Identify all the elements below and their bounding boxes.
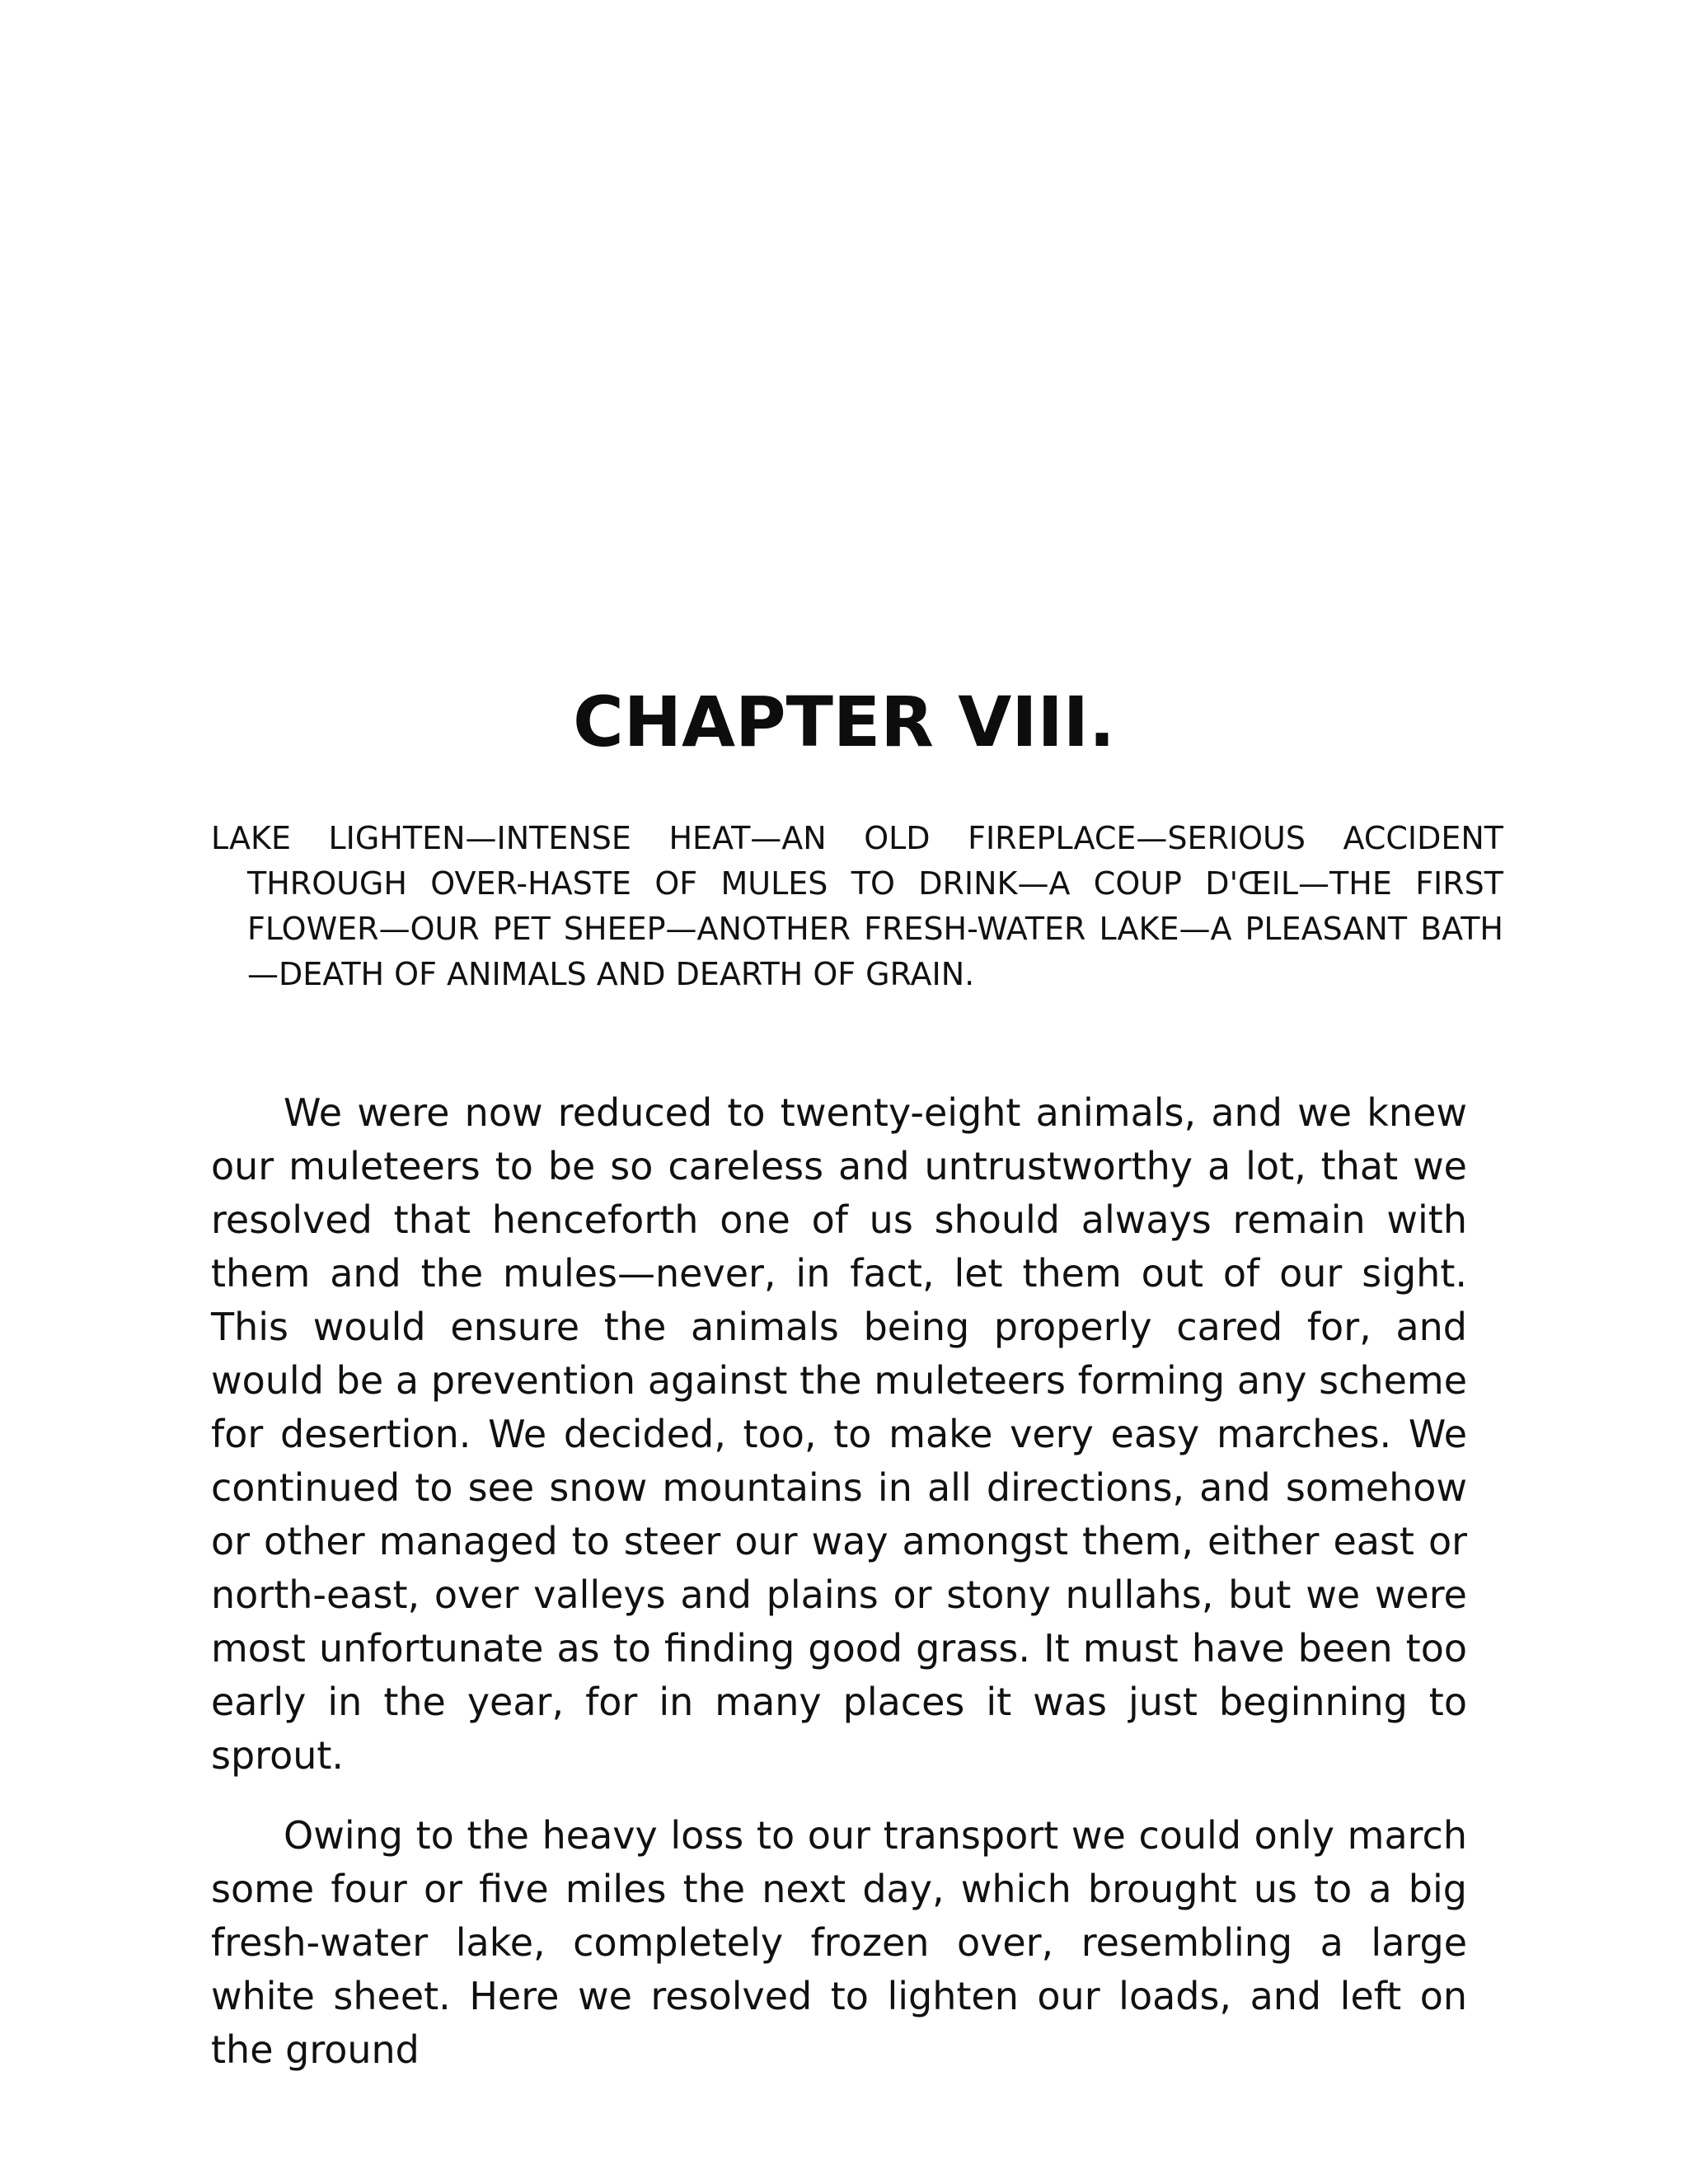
paragraph-2: Owing to the heavy loss to our transport we could only march some four or five miles the next day, which brought us to a big fresh-water lake, completely frozen over, resembling a large white sheet. Here we resolved to lighten our loads, and left on the ground xyxy=(211,1813,1467,2072)
paragraph-1: We were now reduced to twenty-eight animals, and we knew our muleteers to be so careless and untrustworthy a lot, that we resolved that henceforth one of us should always remain with them and the mules—never, in fact, let them out of our sight. This would ensure the animals being properly cared for, and would be a prevention against the muleteers forming any scheme for desertion. We decided, too, to make very easy marches. We continued to see snow mountains in all directions, and somehow or other managed to steer our way amongst them, either east or north-east, over valleys and plains or stony nullahs, but we were most unfortunate as to finding good grass. It must have been too early in the year, for in many places it was just beginning to sprout. xyxy=(211,1090,1467,1778)
chapter-body xyxy=(211,1086,1467,2103)
chapter-title: CHAPTER VIII. xyxy=(573,682,1115,762)
chapter-synopsis: LAKE LIGHTEN—INTENSE HEAT—AN OLD FIREPLACE—SERIOUS ACCIDENT THROUGH OVER-HASTE OF MULES TO DRINK—A COUP D'ŒIL—THE FIRST FLOWER—OUR PET SHEEP—ANOTHER FRESH-WATER LAKE—A PLEASANT BATH —DEATH OF ANIMALS AND DEARTH OF GRAIN. xyxy=(211,820,1503,992)
